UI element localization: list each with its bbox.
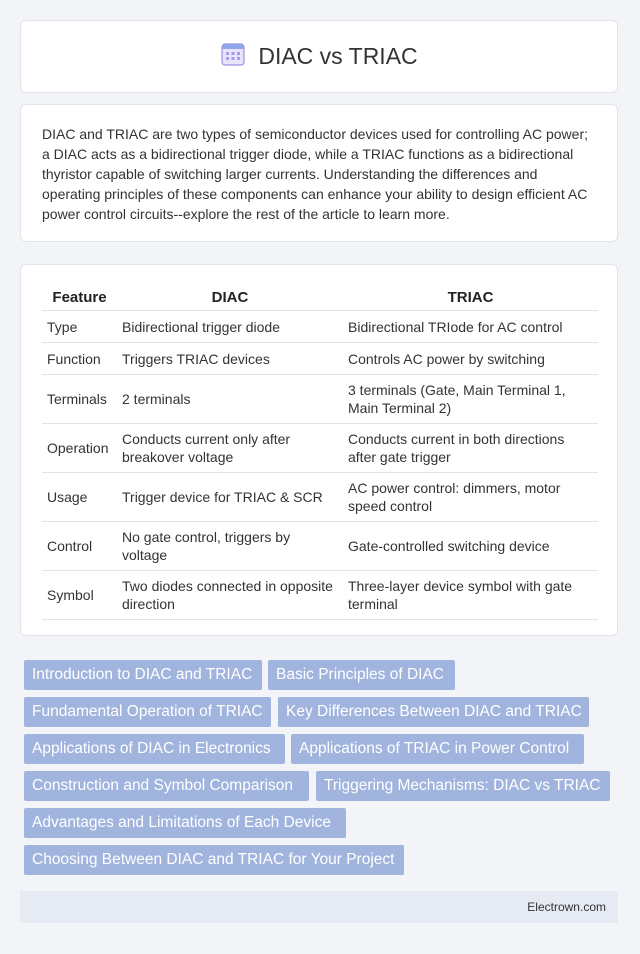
tag-key-differences[interactable]: Key Differences Between DIAC and TRIAC <box>278 697 589 727</box>
cell-triac: Three-layer device symbol with gate terminal <box>343 571 598 620</box>
cell-feature: Symbol <box>42 571 117 620</box>
comparison-card <box>20 264 618 636</box>
tag-choosing[interactable]: Choosing Between DIAC and TRIAC for Your Project <box>24 845 404 875</box>
cell-feature: Operation <box>42 424 117 473</box>
tag-intro[interactable]: Introduction to DIAC and TRIAC <box>24 660 262 690</box>
cell-triac: Gate-controlled switching device <box>343 522 598 571</box>
cell-diac: 2 terminals <box>117 375 343 424</box>
footer <box>20 891 618 923</box>
tag-diac-applications[interactable]: Applications of DIAC in Electronics <box>24 734 285 764</box>
cell-triac: 3 terminals (Gate, Main Terminal 1, Main Terminal 2) <box>343 375 598 424</box>
table-row <box>42 343 598 375</box>
footer-site[interactable]: Electrown.com <box>527 900 606 914</box>
header-diac: DIAC <box>117 285 343 311</box>
cell-diac: No gate control, triggers by voltage <box>117 522 343 571</box>
tag-triggering-mechanisms[interactable]: Triggering Mechanisms: DIAC vs TRIAC <box>316 771 610 801</box>
table-row <box>42 375 598 424</box>
intro-card <box>20 104 618 242</box>
page-header <box>20 20 618 93</box>
cell-triac: AC power control: dimmers, motor speed control <box>343 473 598 522</box>
tag-construction-symbol[interactable]: Construction and Symbol Comparison <box>24 771 309 801</box>
calendar-grid-icon <box>220 41 246 72</box>
cell-diac: Two diodes connected in opposite direction <box>117 571 343 620</box>
table-row <box>42 473 598 522</box>
table-row <box>42 424 598 473</box>
table-row <box>42 571 598 620</box>
cell-feature: Usage <box>42 473 117 522</box>
cell-diac: Conducts current only after breakover voltage <box>117 424 343 473</box>
cell-diac: Trigger device for TRIAC & SCR <box>117 473 343 522</box>
cell-triac: Bidirectional TRIode for AC control <box>343 311 598 343</box>
table-row <box>42 522 598 571</box>
cell-feature: Control <box>42 522 117 571</box>
tag-triac-applications[interactable]: Applications of TRIAC in Power Control <box>291 734 584 764</box>
table-row <box>42 311 598 343</box>
cell-triac: Controls AC power by switching <box>343 343 598 375</box>
tag-basic-principles[interactable]: Basic Principles of DIAC <box>268 660 455 690</box>
cell-diac: Triggers TRIAC devices <box>117 343 343 375</box>
cell-feature: Type <box>42 311 117 343</box>
cell-diac: Bidirectional trigger diode <box>117 311 343 343</box>
cell-feature: Function <box>42 343 117 375</box>
page-title: DIAC vs TRIAC <box>258 43 418 69</box>
comparison-table <box>42 285 598 620</box>
cell-feature: Terminals <box>42 375 117 424</box>
intro-text: DIAC and TRIAC are two types of semiconductor devices used for controlling AC power; a DIAC acts as a bidirectional trigger diode, while a TRIAC functions as a bidirectional thyristor capable of switching larger currents. Understanding the differences and operating principles of these components can enhance your ability to design efficient AC power control circuits--explore the rest of the article to learn more. <box>42 126 588 222</box>
tag-advantages-limitations[interactable]: Advantages and Limitations of Each Device <box>24 808 346 838</box>
cell-triac: Conducts current in both directions after gate trigger <box>343 424 598 473</box>
tag-fundamental-operation[interactable]: Fundamental Operation of TRIAC <box>24 697 271 727</box>
header-triac: TRIAC <box>343 285 598 311</box>
header-feature: Feature <box>42 285 117 311</box>
